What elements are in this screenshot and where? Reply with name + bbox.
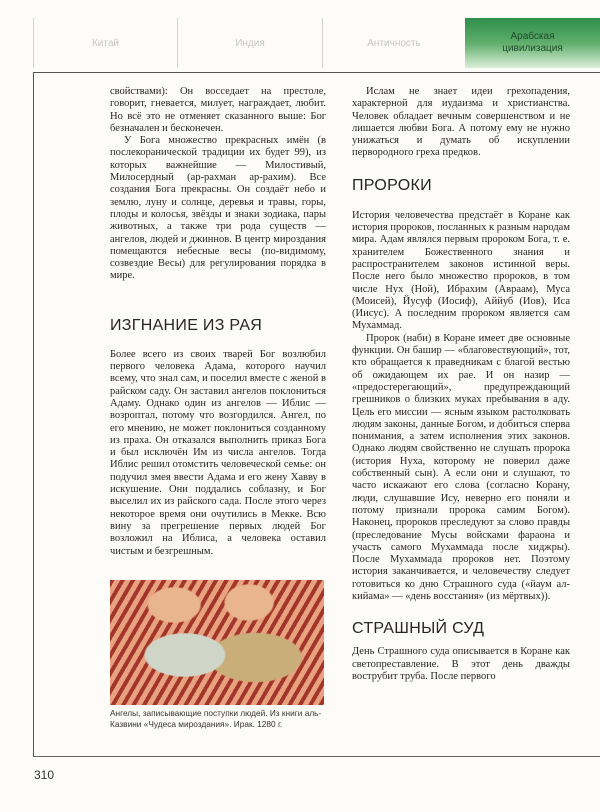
section-heading: СТРАШНЫЙ СУД <box>352 620 485 638</box>
paragraph: У Бога множество прекрасных имён (в послекоранической традиции их будет 99), из которых важнейшие — Милостивый, Милосердный (ар-рахман ар-рахим). Все создания Бога прекрасны. Он создаёт небо и землю, луну и солнце, деревья и травы, горы, плоды и колосья, звёзды и знаки зодиака, пары животных, а также три рода существ — ангелов, людей и джиннов. В центр мироздания помещаются небесные весы (по-видимому, созвездие Весы) для регулирования порядка в мире. <box>110 135 326 282</box>
page-number: 310 <box>34 768 55 782</box>
tab-india: Индия <box>177 18 322 68</box>
section-heading: ПРОРОКИ <box>352 176 432 194</box>
tab-antiquity: Античность <box>322 18 465 68</box>
right-column <box>352 86 570 683</box>
tab-arab-civilization: Арабская цивилизация <box>465 18 600 68</box>
paragraph: Ислам не знает идеи грехопадения, характерной для иудаизма и христианства. Человек обладает вечным совершенством и не лишается любви Бога. А потому ему не нужно унижаться и думать об искуплении первородного греха предков. <box>352 86 570 159</box>
paragraph: Пророк (наби) в Коране имеет две основные функции. Он башир — «благовествующий», тот, кто обращается к праведникам с благой вестью об ожидающем их рае. И он назир — «предостерегающий», предупреждающий грешников о близких муках пребывания в аду. Цель его миссии — ясным языком растолковать людям законы, данные Богом, и добиться сперва понимания, а затем исполнения этих законов. Однако людям свойственно не слушать пророка (история Нуха, которому не поверил даже собственный сын). А если они и слушают, то часто искажают его слова (согласно Корану, люди, слушавшие Ису, неверно его поняли и потому признали пророка самим Богом). Наконец, пророков преследуют за слово правды (преследование Мусы войсками фараона и участь самого Мухаммада после хиджры). После Мухаммада пророков нет. Поэтому история заканчивается, и человечеству следует готовиться ко дню Страшного суда («йаум ал-кийама» — «день восстания» (из мёртвых)). <box>352 332 570 602</box>
left-column <box>110 86 326 730</box>
paragraph: История человечества предстаёт в Коране как история пророков, посланных к разным народам мира. Адам являлся первым пророком Бога, т. е. хранителем Божественного знания и распространителем законов истинной веры. После него было множество пророков, в том числе Нух (Ной), Ибрахим (Авраам), Муса (Моисей), Йусуф (Иосиф), Аййуб (Иов), Иса (Иисус). А последним пророком является сам Мухаммад. <box>352 209 570 332</box>
paragraph: День Страшного суда описывается в Коране как светопреставление. В этот день дважды вострубит труба. После первого <box>352 646 570 682</box>
paragraph: свойствами): Он восседает на престоле, говорит, гневается, милует, награждает, любит. Но всё это не отменяет сказанного выше: Бог безначален и бесконечен. <box>110 86 326 134</box>
tab-china: Китай <box>33 18 177 68</box>
paragraph: Более всего из своих тварей Бог возлюбил первого человека Адама, которого научил всему, что знал сам, и поселил вместе с женой в райском саду. Он заставил ангелов поклониться Адаму. Однако один из ангелов — Иблис — возроптал, потому что возгордился. Ангел, по его мнению, не может поклониться созданному из праха. Он отказался выполнить приказ Бога и был исключён Им из числа ангелов. Тогда Иблис решил отомстить человеческой семье: он подучил змея ввести Адама и его жену Хавву в искушение. Они поддались соблазну, и Бог выселил их из райского сада. После этого через некоторое время они очутились в Мекке. Всю вину за прегрешение первых людей Бог возложил на Иблиса, а человека оставил чистым и безгрешным. <box>110 348 326 557</box>
illustration-caption: Ангелы, записывающие поступки людей. Из книги аль-Казвини «Чудеса мироздания». Ирак. 1280 г. <box>110 707 322 729</box>
section-heading: ИЗГНАНИЕ ИЗ РАЯ <box>110 316 263 334</box>
angels-illustration <box>110 580 324 705</box>
